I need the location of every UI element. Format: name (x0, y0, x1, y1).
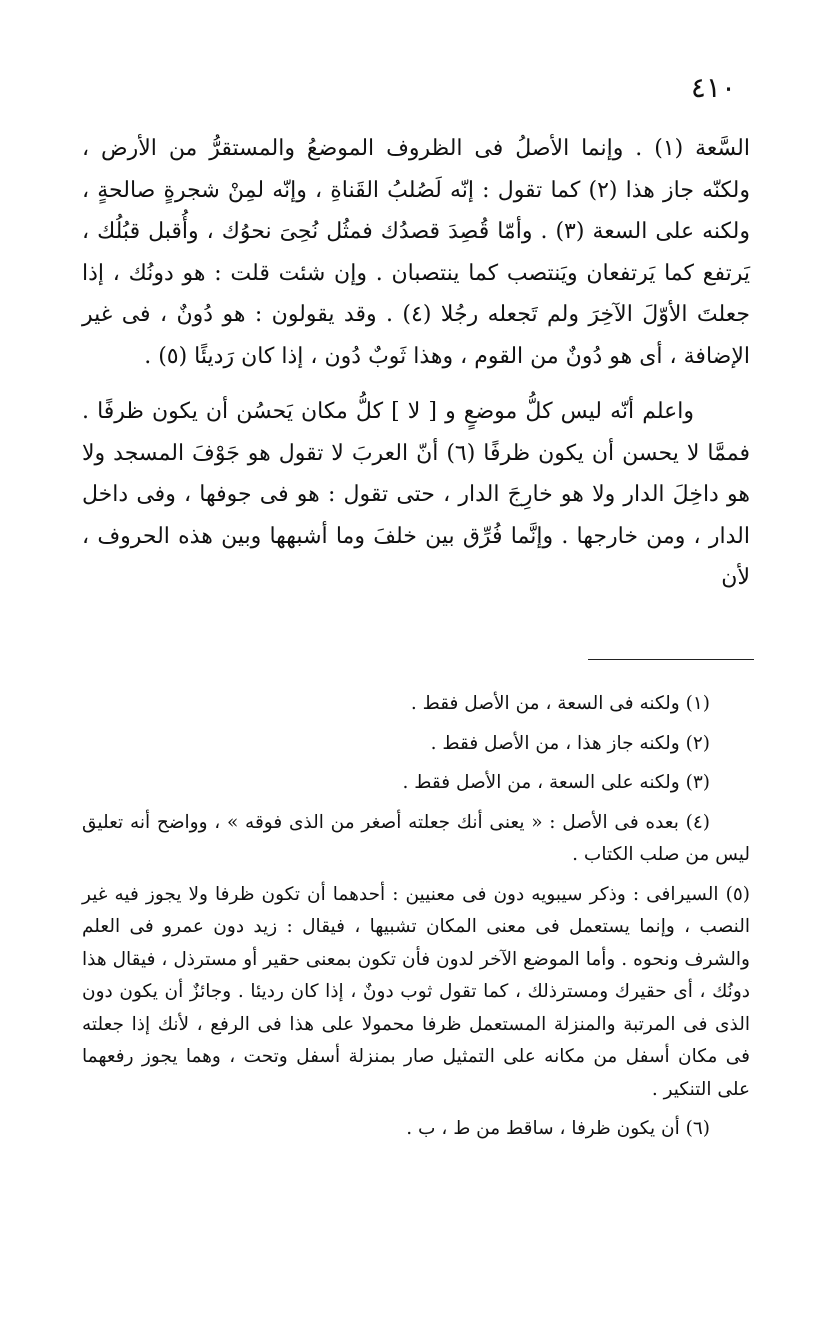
footnote-5 (82, 879, 750, 1107)
footnote-6 (82, 1113, 750, 1146)
footnote-1 (82, 688, 750, 721)
footnote-number: (٣) (685, 772, 710, 793)
main-text (82, 128, 750, 599)
footnote-number: (١) (685, 693, 710, 714)
page-number: ٤١٠ (690, 71, 736, 104)
main-paragraph-1: السَّعة (١) . وإنما الأصلُ فى الظروف الموضعُ والمستقرُّ من الأرض ، ولكنّه جاز هذا (٢) كما تقول : إنّه لَصُلبُ القَناةِ ، وإنّه لمِنْ شجرةٍ صالحةٍ ، ولكنه على السعة (٣) . وأمّا قُصِدَ قصدُك فمثُل نُحِىَ نحوُك ، وأُقبل قبُلُك ، يَرتفع كما يَرتفعان ويَنتصب كما ينتصبان . وإن شئت قلت : هو دونُك ، إذا جعلتَ الأوّلَ الآخِرَ ولم تَجعله رجُلا (٤) . وقد يقولون : هو دُونٌ ، فى غير الإضافة ، أى هو دُونٌ من القوم ، وهذا ثَوبٌ دُون ، إذا كان رَديئًا (٥) . (82, 136, 751, 369)
footnote-2 (82, 728, 750, 761)
footnote-number: (٢) (685, 732, 710, 754)
footnote-number: (٤) (685, 811, 711, 833)
footnote-text: ولكنه جاز هذا ، من الأصل فقط . (430, 732, 680, 754)
footnote-4 (82, 807, 750, 872)
footnote-text: أن يكون ظرفا ، ساقط من ط ، ب . (406, 1118, 680, 1139)
footnote-number: (٥) (725, 883, 750, 905)
footnote-text: ولكنه على السعة ، من الأصل فقط . (402, 772, 680, 793)
footnote-number: (٦) (685, 1118, 710, 1139)
footnote-text: السيرافى : وذكر سيبويه دون فى معنيين : أحدهما أن تكون ظرفا ولا يجوز فيه غير النصب ، وإنما يستعمل فى معنى المكان تشبيها ، فيقال : زيد دون عمرو فى العلم والشرف ونحوه . وأما الموضع الآخر لدون فأن تكون بمعنى حقير أو مسترذل ، فيقال هذا دونُك ، أى حقيرك ومسترذلك ، كما تقول ثوب دونٌ ، إذا كان رديئا . وجائزٌ أن يكون دون الذى فى المرتبة والمنزلة المستعمل ظرفا محمولا على هذا فى الرفع ، لأنك إذا جعلته فى مكان أسفل من مكانه على التمثيل صار بمنزلة أسفل وتحت ، وهما يجوز رفعهما على التنكير . (82, 883, 750, 1100)
main-paragraph-2 (82, 391, 750, 599)
footnote-text: بعده فى الأصل : « يعنى أنك جعلته أصغر من الذى فوقه » ، وواضح أنه تعليق ليس من صلب الكتاب . (82, 811, 750, 865)
footnotes (82, 688, 750, 1153)
footnote-3 (82, 767, 750, 800)
footnote-separator (588, 659, 754, 660)
footnote-text: ولكنه فى السعة ، من الأصل فقط . (410, 693, 680, 714)
main-paragraph-2-text: واعلم أنّه ليس كلُّ موضعٍ و [ لا ] كلُّ مكان يَحسُن أن يكون ظرفًا . فممَّا لا يحسن أن يكون ظرفًا (٦) أنّ العربَ لا تقول هو جَوْفَ المسجد ولا هو داخِلَ الدار ولا هو خارِجَ الدار ، حتى تقول : هو فى جوفها ، وفى داخل الدار ، ومن خارجها . وإنَّما فُرِّق بين خلفَ وما أشبهها وبين هذه الحروف ، لأن (82, 399, 751, 590)
